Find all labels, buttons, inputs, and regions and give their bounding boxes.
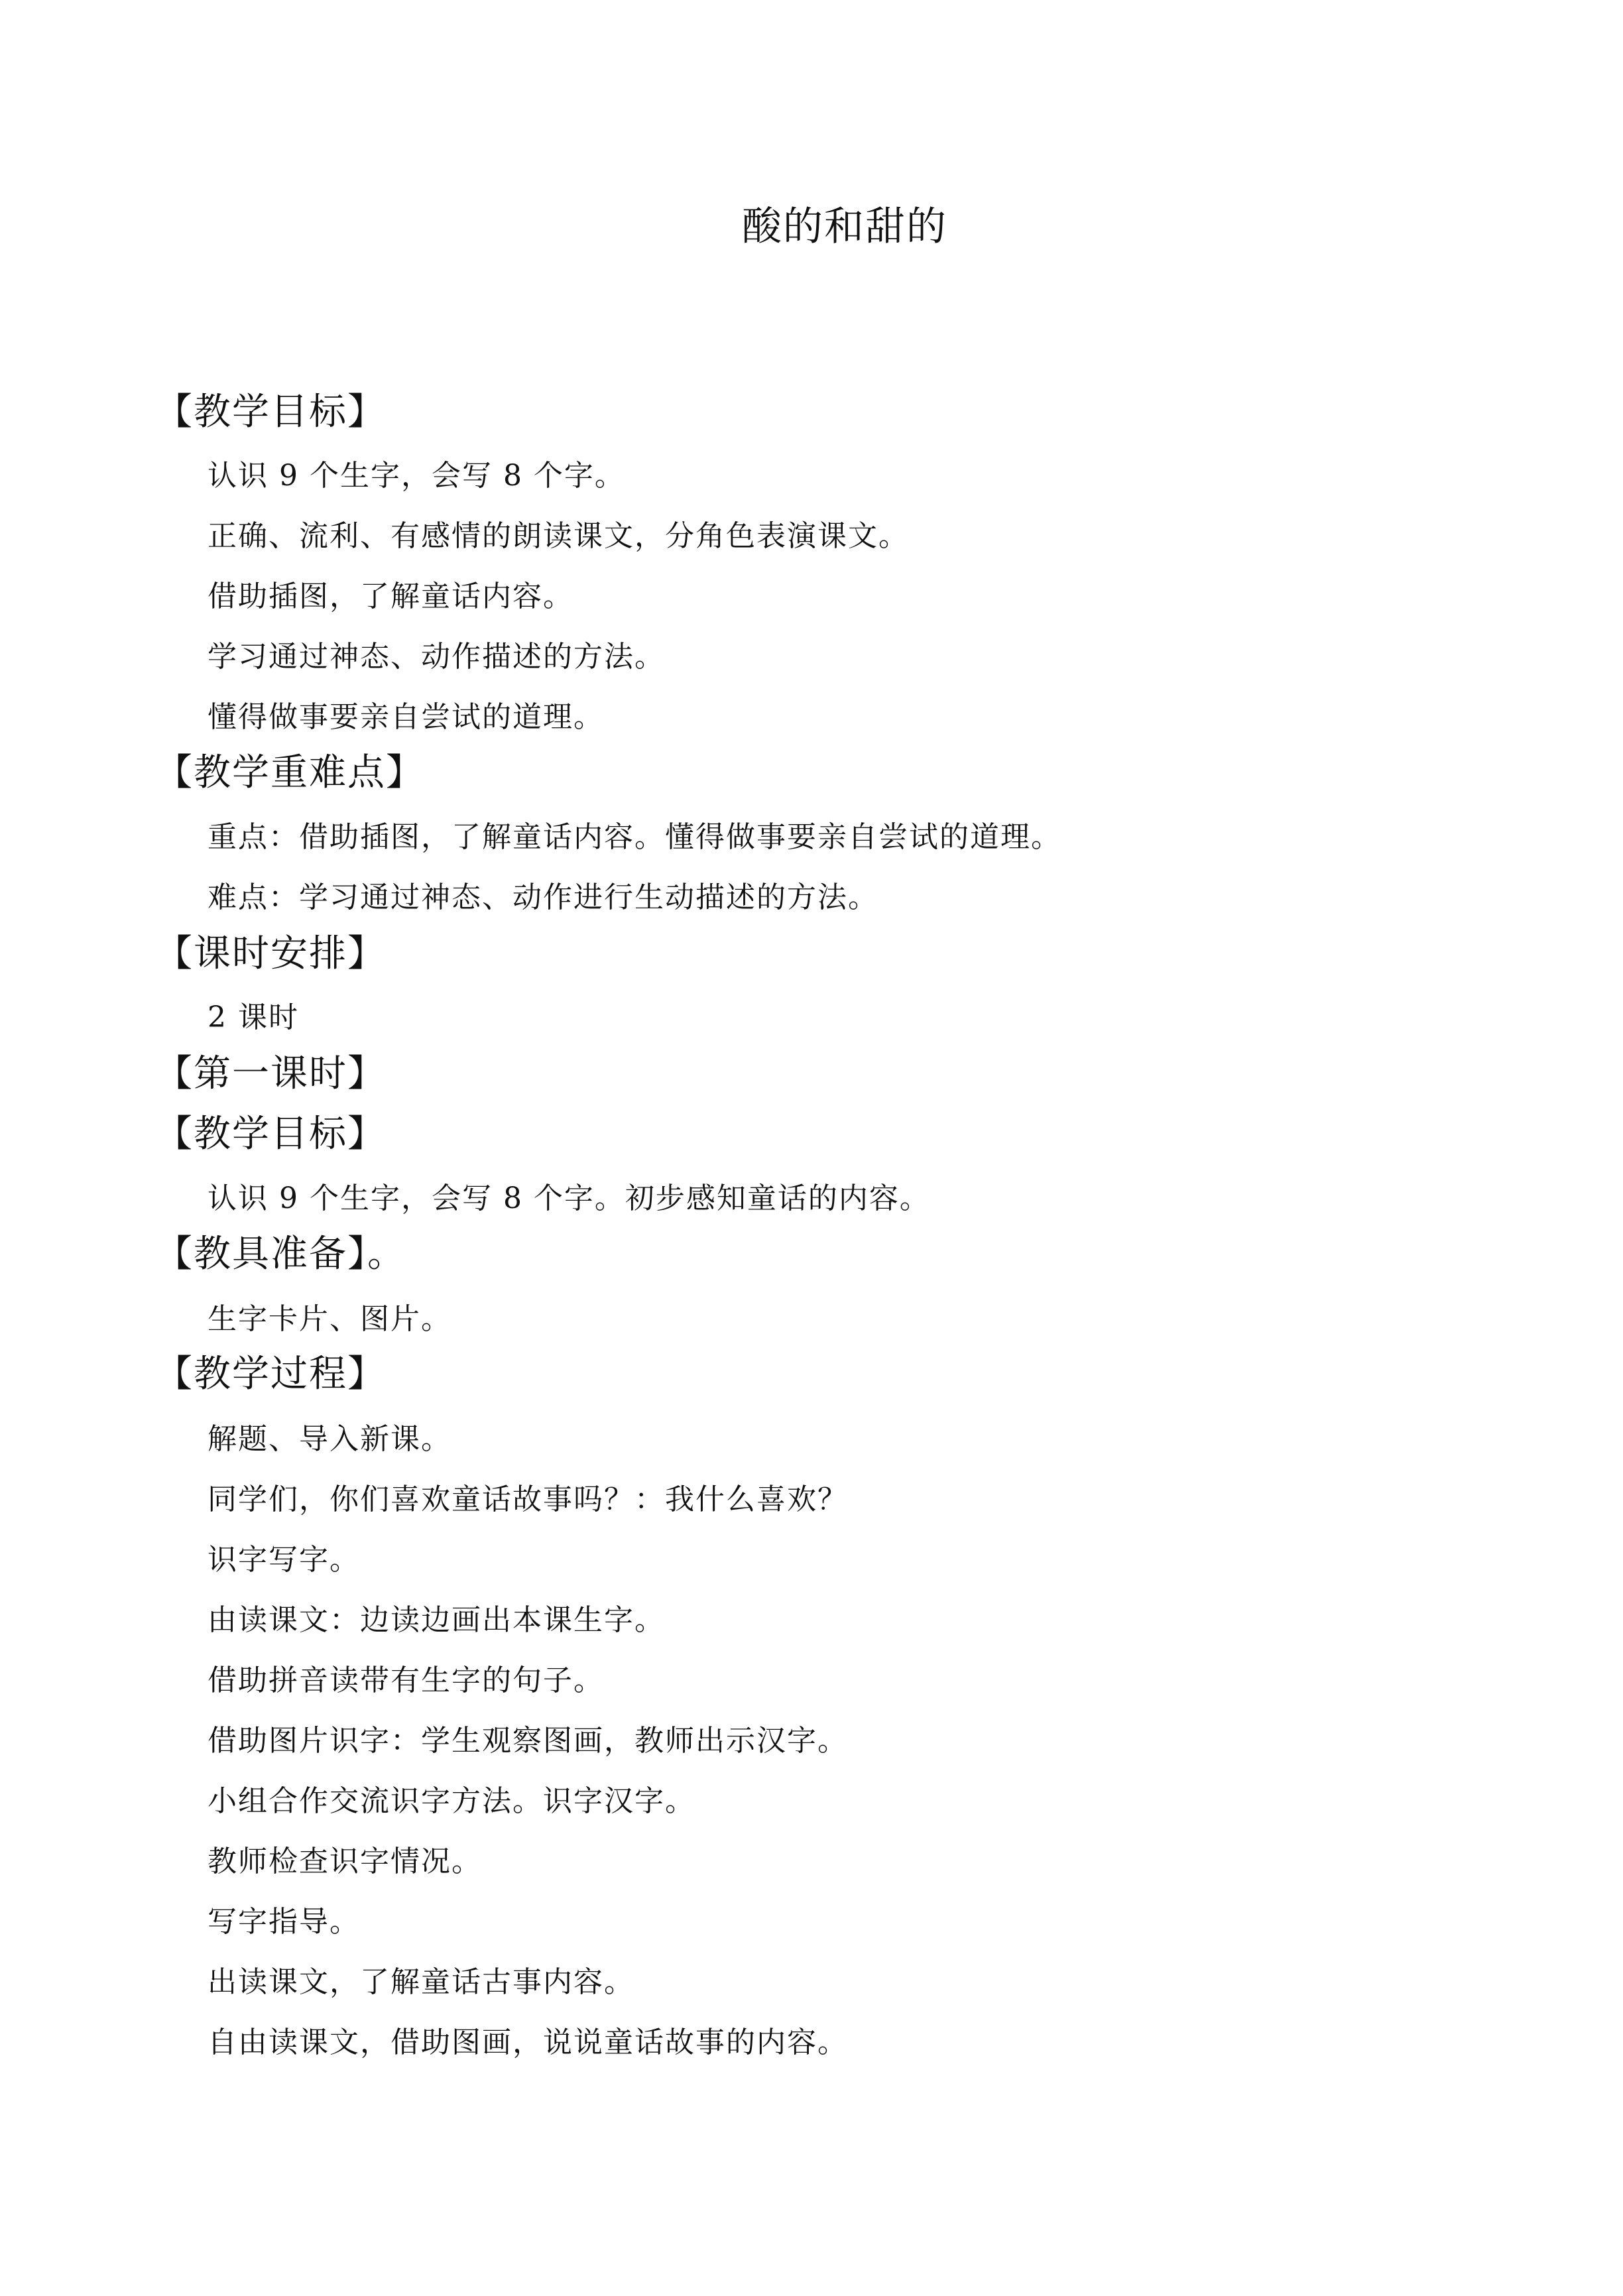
paragraph: 写字指导。	[208, 1905, 360, 1939]
section-heading-materials: 【教具准备】。	[155, 1233, 406, 1276]
paragraph: 出读课文，了解童话古事内容。	[208, 1965, 634, 1999]
paragraph: 借助插图，了解童话内容。	[208, 579, 573, 613]
paragraph: 教师检查识字情况。	[208, 1844, 482, 1878]
section-heading-key-points: 【教学重难点】	[155, 751, 424, 794]
paragraph: 借助拼音读带有生字的句子。	[208, 1663, 604, 1697]
section-heading-first-lesson: 【第一课时】	[155, 1052, 386, 1095]
section-heading-process: 【教学过程】	[155, 1353, 386, 1396]
paragraph: 学习通过神态、动作描述的方法。	[208, 640, 665, 674]
paragraph: 自由读课文，借助图画，说说童话故事的内容。	[208, 2025, 848, 2059]
section-heading-teaching-goals-2: 【教学目标】	[155, 1113, 386, 1156]
paragraph: 由读课文：边读边画出本课生字。	[208, 1603, 665, 1637]
paragraph: 认识 9 个生字，会写 8 个字。初步感知童话的内容。	[208, 1181, 930, 1215]
paragraph: 正确、流利、有感情的朗读课文，分角色表演课文。	[208, 519, 909, 553]
paragraph: 同学们，你们喜欢童话故事吗？：我什么喜欢？	[208, 1482, 848, 1516]
paragraph: 重点：借助插图，了解童话内容。懂得做事要亲自尝试的道理。	[208, 820, 1061, 854]
section-heading-teaching-goals: 【教学目标】	[155, 391, 386, 434]
paragraph: 生字卡片、图片。	[208, 1302, 451, 1336]
paragraph: 小组合作交流识字方法。识字汉字。	[208, 1784, 695, 1818]
paragraph: 懂得做事要亲自尝试的道理。	[208, 700, 604, 734]
paragraph: 认识 9 个生字，会写 8 个字。	[208, 459, 625, 493]
paragraph: 借助图片识字：学生观察图画，教师出示汉字。	[208, 1724, 848, 1758]
section-heading-schedule: 【课时安排】	[155, 932, 386, 975]
document-title: 酸的和甜的	[742, 204, 947, 250]
paragraph: 难点：学习通过神态、动作进行生动描述的方法。	[208, 880, 878, 914]
paragraph: 2 课时	[208, 1000, 299, 1034]
paragraph: 识字写字。	[208, 1543, 360, 1577]
paragraph: 解题、导入新课。	[208, 1422, 451, 1456]
